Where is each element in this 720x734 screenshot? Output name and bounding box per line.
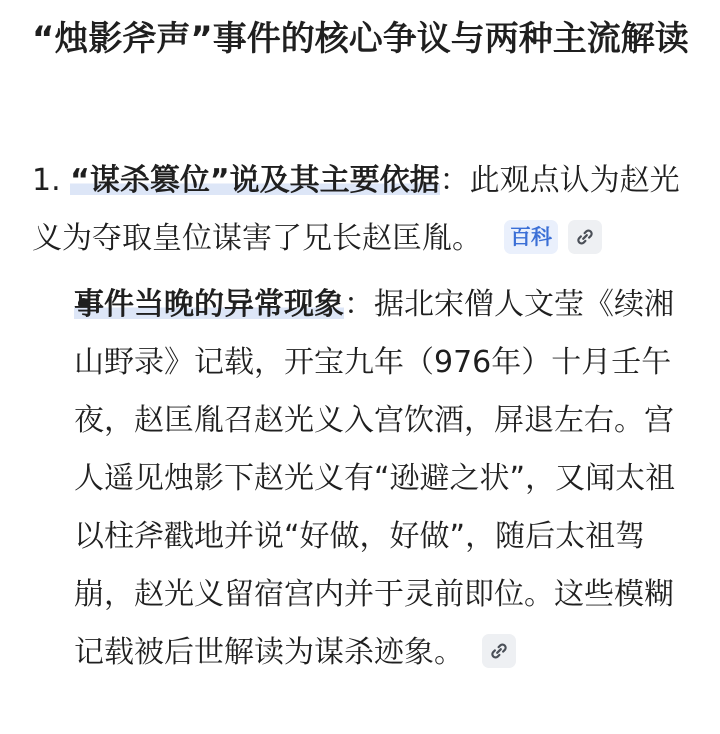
source-tag-baike[interactable]: 百科 <box>504 220 558 254</box>
point-1-label: “谋杀篡位”说及其主要依据 <box>70 163 440 198</box>
point-1-text: 此观点认为赵光义为夺取皇位谋害了兄长赵匡胤。 <box>32 163 680 256</box>
bullet-1-colon: ： <box>344 287 374 322</box>
source-link-button[interactable] <box>482 634 516 668</box>
section-heading: “烛影斧声”事件的核心争议与两种主流解读 <box>32 19 689 59</box>
point-1 <box>32 152 692 268</box>
point-1-number: 1. <box>32 163 71 198</box>
source-link-button[interactable] <box>568 220 602 254</box>
bullet-item-1 <box>74 276 684 682</box>
point-1-colon: ： <box>439 163 470 198</box>
link-icon <box>489 641 509 661</box>
bullet-1-text: 据北宋僧人文莹《续湘山野录》记载，开宝九年（976年）十月壬午夜，赵匡胤召赵光义入宫饮酒，屏退左右。宫人遥见烛影下赵光义有“逊避之状”，又闻太祖以柱斧戳地并说“好做，好做”，随后太祖驾崩，赵光义留宿宫内并于灵前即位。这些模糊记载被后世解读为谋杀迹象。 <box>74 287 676 670</box>
bullet-1-label: 事件当晚的异常现象 <box>74 287 344 322</box>
link-icon <box>575 227 595 247</box>
